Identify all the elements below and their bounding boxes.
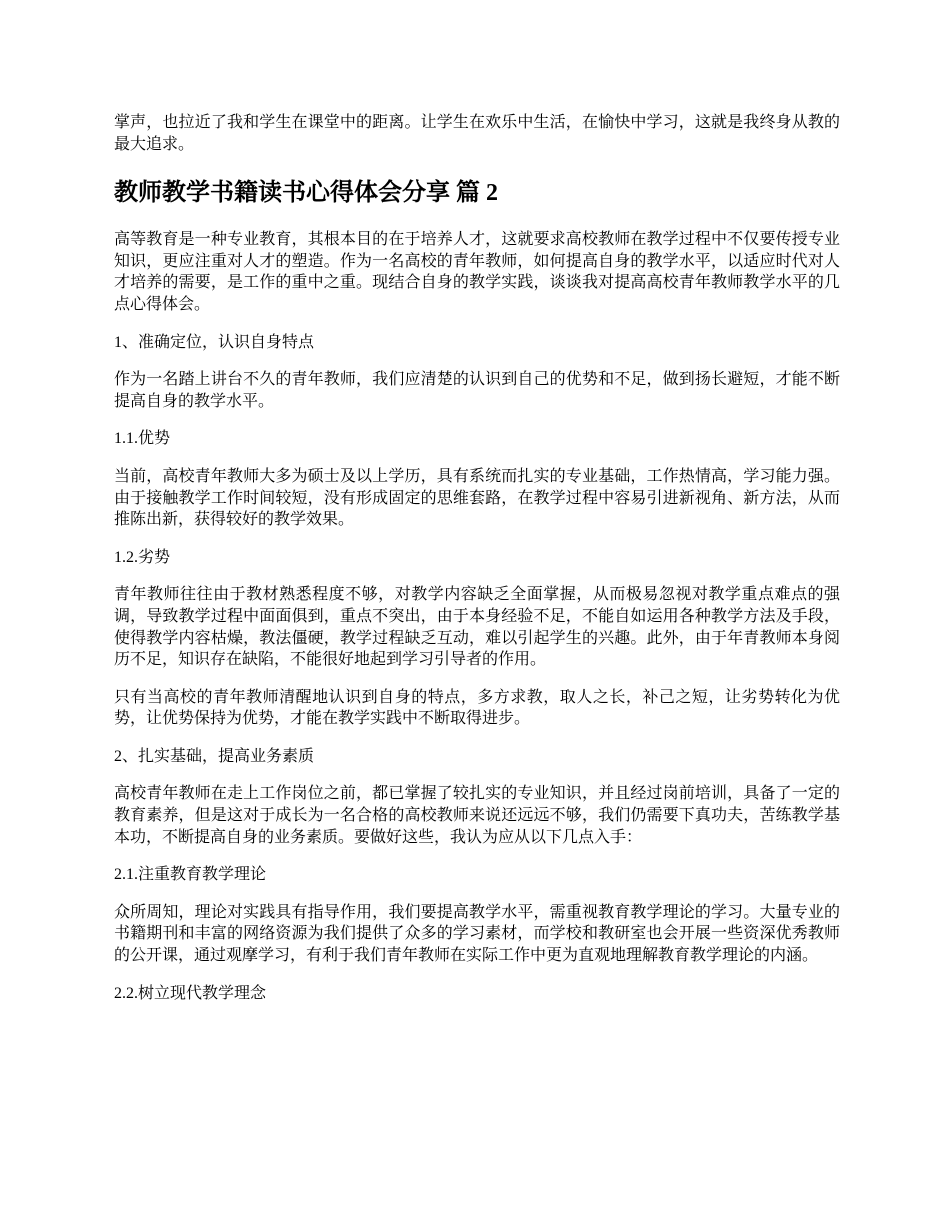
subheading: 1.2.劣势: [114, 548, 171, 566]
section-heading: 教师教学书籍读书心得体会分享 篇 2: [114, 180, 498, 207]
subheading: 2、扎实基础，提高业务素质: [114, 747, 315, 765]
subheading: 1.1.优势: [114, 430, 171, 448]
paragraph: 只有当高校的青年教师清醒地认识到自身的特点，多方求教，取人之长，补己之短，让劣势转化为优势，让优势保持为优势，才能在教学实践中不断取得进步。: [114, 688, 840, 728]
paragraph: 高校青年教师在走上工作岗位之前，都已掌握了较扎实的专业知识，并且经过岗前培训，具备了一定的教育素养，但是这对于成长为一名合格的高校教师来说还远远不够，我们仍需要下真功夫，苦练教学基本功，不断提高自身的业务素质。要做好这些，我认为应从以下几点入手：: [114, 785, 840, 846]
subheading: 2.2.树立现代教学理念: [114, 984, 267, 1002]
paragraph: 青年教师往往由于教材熟悉程度不够，对教学内容缺乏全面掌握，从而极易忽视对教学重点难点的强调，导致教学过程中面面俱到，重点不突出，由于本身经验不足，不能自如运用各种教学方法及手段，使得教学内容枯燥，教法僵硬，教学过程缺乏互动，难以引起学生的兴趣。此外，由于年青教师本身阅历不足，知识存在缺陷，不能很好地起到学习引导者的作用。: [114, 586, 840, 669]
document-page: [114, 112, 840, 1020]
intro-paragraph: 掌声，也拉近了我和学生在课堂中的距离。让学生在欢乐中生活，在愉快中学习，这就是我终身从教的最大追求。: [114, 114, 840, 153]
paragraph: 众所周知，理论对实践具有指导作用，我们要提高教学水平，需重视教育教学理论的学习。大量专业的书籍期刊和丰富的网络资源为我们提供了众多的学习素材，而学校和教研室也会开展一些资深优秀教师的公开课，通过观摩学习，有利于我们青年教师在实际工作中更为直观地理解教育教学理论的内涵。: [114, 903, 840, 965]
paragraph: 当前，高校青年教师大多为硕士及以上学历，具有系统而扎实的专业基础，工作热情高，学习能力强。由于接触教学工作时间较短，没有形成固定的思维套路，在教学过程中容易引进新视角、新方法，从而推陈出新，获得较好的教学效果。: [114, 467, 840, 529]
paragraph: 高等教育是一种专业教育，其根本目的在于培养人才，这就要求高校教师在教学过程中不仅要传授专业知识，更应注重对人才的塑造。作为一名高校的青年教师，如何提高自身的教学水平，以适应时代对人才培养的需要，是工作的重中之重。现结合自身的教学实践，谈谈我对提高高校青年教师教学水平的几点心得体会。: [114, 231, 840, 313]
paragraph: 作为一名踏上讲台不久的青年教师，我们应清楚的认识到自己的优势和不足，做到扬长避短，才能不断提高自身的教学水平。: [114, 371, 840, 410]
subheading: 2.1.注重教育教学理论: [114, 866, 267, 884]
subheading: 1、准确定位，认识自身特点: [114, 333, 315, 351]
